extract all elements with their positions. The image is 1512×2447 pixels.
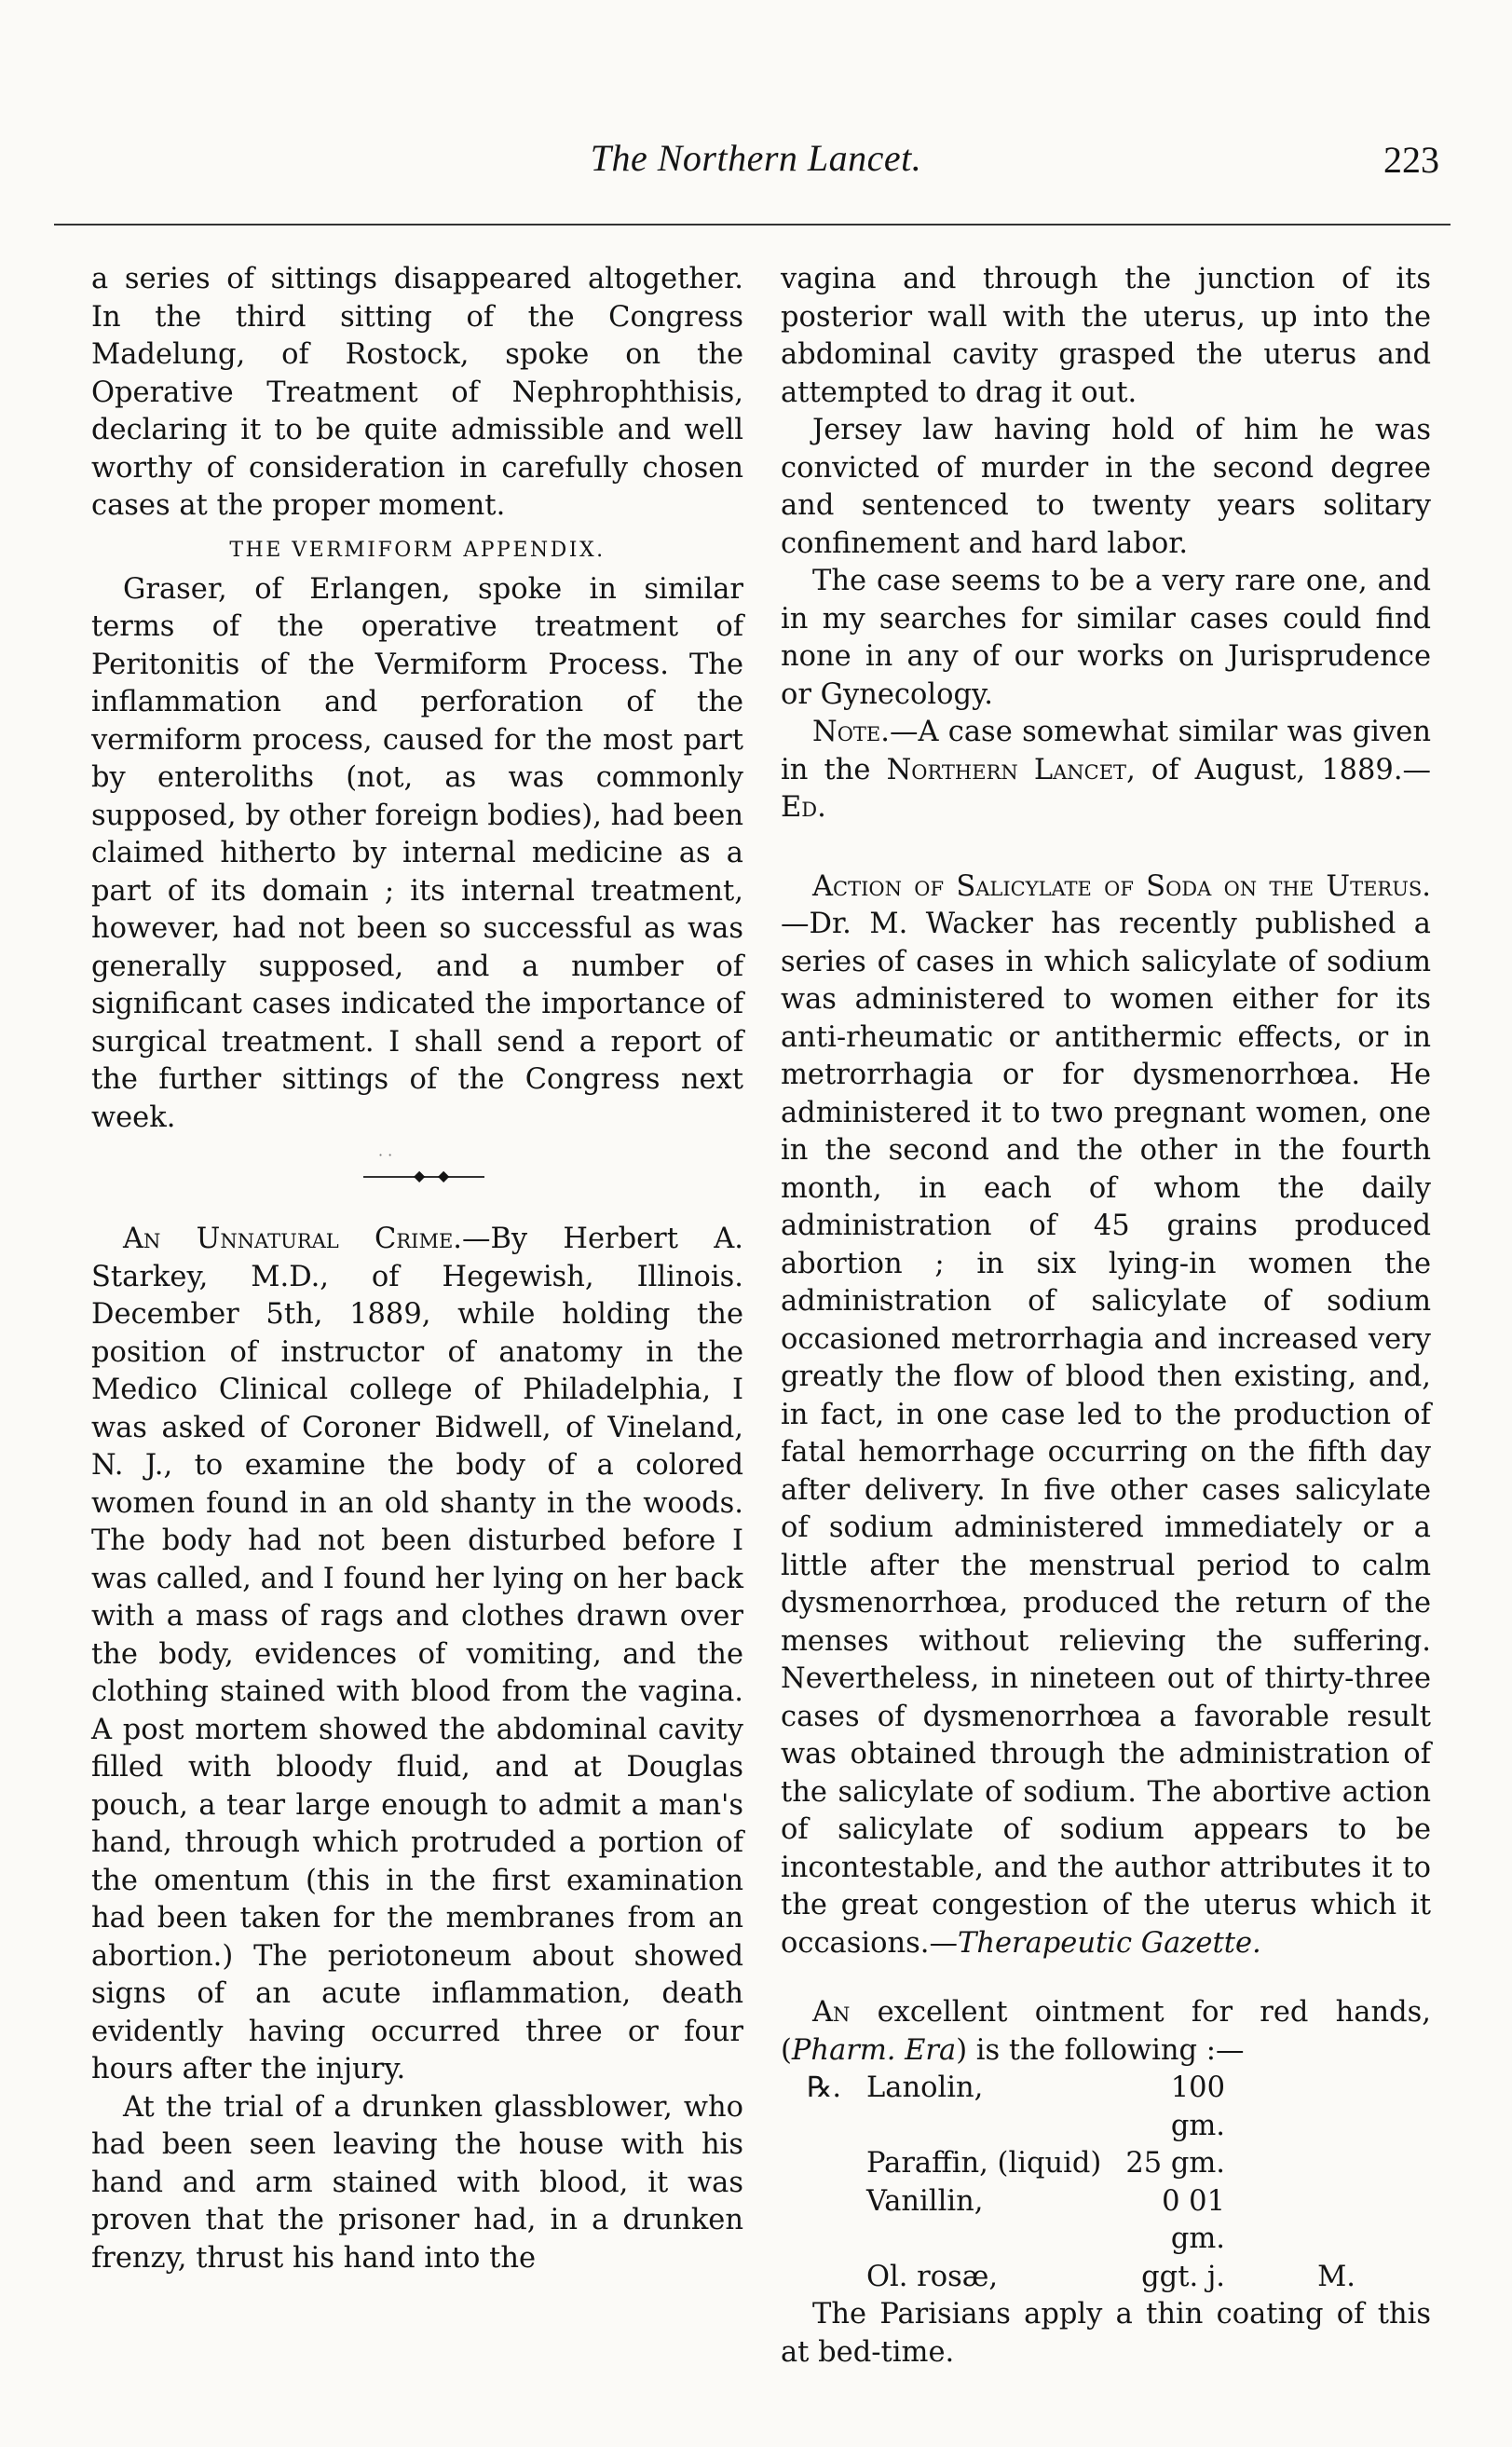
right-paragraph-1: vagina and through the junction of its posterior wall with the uterus, up into the abdominal cavity grasped the uterus and attempted to drag it out. [781, 263, 1431, 409]
right-paragraph-2: Jersey law having hold of him he was convicted of murder in the second degree and sentenced to twenty years solitary confinement and hard labor. [781, 414, 1431, 560]
recipe-row [781, 2259, 1431, 2297]
running-head-title: The Northern Lancet. [590, 137, 922, 179]
article-unnatural-crime [91, 1221, 743, 2089]
recipe-amount: 25 gm. [1125, 2147, 1225, 2180]
editor-note [781, 714, 1431, 827]
ornament-diamond-left: ◆ [414, 1167, 426, 1184]
section-heading-vermiform: THE VERMIFORM APPENDIX. [229, 538, 606, 562]
left-column [91, 261, 743, 2277]
article-ointment [781, 1994, 1431, 2070]
left-paragraph-2: Graser, of Erlangen, spoke in similar terms of the operative treatment of Peritonitis of the Vermiform Process. The inflammation and perforation of the vermiform process, caused for the most part by enteroliths (not, as was commonly supposed, by other foreign bodies), had been claimed hitherto by internal medicine as a part of its domain ; its internal treatment, however, had not been so successful as was generally supposed, and a number of significant cases indicated the importance of surgical treatment. I shall send a report of the further sittings of the Congress next week. [91, 572, 743, 1134]
note-label: Note. [812, 716, 890, 748]
ointment-journal: Pharm. Era [791, 2033, 957, 2067]
recipe-ingredient: Paraffin, (liquid) [866, 2147, 1102, 2180]
ointment-tail: ) is the following :— [956, 2033, 1245, 2067]
article-source-salicylate: Therapeutic Gazette. [957, 1926, 1261, 1960]
recipe-ingredient: Lanolin, [866, 2071, 984, 2104]
header-rule [54, 224, 1451, 226]
left-paragraph-4: At the trial of a drunken glassblower, who had been seen leaving the house with his hand and arm stained with blood, it was proven that the prisoner had, in a drunken frenzy, thrust his hand into the [91, 2090, 743, 2275]
ointment-body: excellent ointment for red hands, ( [781, 1996, 1431, 2067]
ornament-diamond-right: ◆ [438, 1167, 450, 1184]
recipe-ingredient: Ol. rosæ, [866, 2260, 999, 2293]
ointment-lead: An [812, 1996, 851, 2029]
recipe-row [781, 2145, 1431, 2183]
right-paragraph-7: The Parisians apply a thin coating of this at bed-time. [781, 2298, 1431, 2369]
note-body: —A case somewhat similar was given in the [781, 716, 1431, 786]
section-ornament [91, 1144, 743, 1200]
article-salicylate [781, 868, 1431, 1963]
recipe-ingredient: Vanillin, [866, 2184, 984, 2218]
recipe-amount: 0 01 gm. [1162, 2184, 1225, 2255]
article-title-salicylate: Action of Salicylate of Soda on the Uterus. [812, 869, 1431, 903]
ornament-dot: · · [378, 1146, 393, 1164]
note-journal: Northern Lancet [886, 753, 1127, 786]
spacer [781, 1962, 1431, 1994]
right-column [781, 261, 1431, 2372]
article-body-unnatural-crime: —By Herbert A. Starkey, M.D., of Hegewish, Illinois. December 5th, 1889, while holding the position of instructor of anatomy in the Medico Clinical college of Philadelphia, I was asked of Coroner Bidwell, of Vineland, N. J., to examine the body of a colored women found in an old shanty in the woods. The body had not been disturbed before I was called, and I found her lying on her back with a mass of rags and clothes drawn over the body, evidences of vomiting, and the clothing stained with blood from the vagina. A post mortem showed the abdominal cavity filled with bloody fluid, and at Douglas pouch, a tear large enough to admit a man's hand, through which protruded a portion of the omentum (this in the first examination had been taken for the membranes from an abortion.) The periotoneum about showed signs of an acute inflammation, death evidently having occurred three or four hours after the injury. [91, 1223, 743, 2085]
recipe-end-mark: M. [1317, 2260, 1355, 2293]
article-title-unnatural-crime: An Unnatural Crime. [123, 1223, 462, 1255]
recipe [781, 2070, 1431, 2296]
left-paragraph-1: a series of sittings disappeared altogether. In the third sitting of the Congress Madelung, of Rostock, spoke on the Operative Treatment of Nephrophthisis, declaring it to be quite admissible and well worthy of consideration in carefully chosen cases at the proper moment. [91, 263, 743, 522]
recipe-symbol: ℞. [807, 2071, 842, 2104]
recipe-row [781, 2183, 1431, 2259]
recipe-amount: 100 gm. [1170, 2071, 1225, 2142]
article-body-salicylate: —Dr. M. Wacker has recently published a series of cases in which salicylate of sodium was administered to women either for its anti-rheumatic or antithermic effects, or in metrorrhagia or for dysmenorrhœa. He administered it to two pregnant women, one in the second and the other in the fourth month, in each of whom the daily administration of 45 grains produced abortion ; in six lying-in women the administration of salicylate of sodium occasioned metrorrhagia and increased very greatly the flow of blood then existing, and, in fact, in one case led to the production of fatal hemorrhage occurring on the fifth day after delivery. In five other cases salicylate of sodium administered immediately or a little after the menstrual period to calm dysmenorrhœa, produced the return of the menses without relieving the suffering. Nevertheless, in nineteen out of thirty-three cases of dysmenorrhœa a favorable result was obtained through the administration of the salicylate of sodium. The abortive action of salicylate of sodium appears to be incontestable, and the author attributes it to the great congestion of the uterus which it occasions.— [781, 908, 1431, 1960]
recipe-amount: ggt. j. [1141, 2260, 1225, 2293]
right-paragraph-3: The case seems to be a very rare one, and in my searches for similar cases could find none in any of our works on Jurisprudence or Gynecology. [781, 565, 1431, 711]
recipe-row [781, 2070, 1431, 2145]
spacer [781, 827, 1431, 868]
note-editor: Ed. [781, 791, 826, 824]
note-tail: , of August, 1889.— [1126, 753, 1432, 786]
page-number: 223 [1383, 139, 1439, 181]
